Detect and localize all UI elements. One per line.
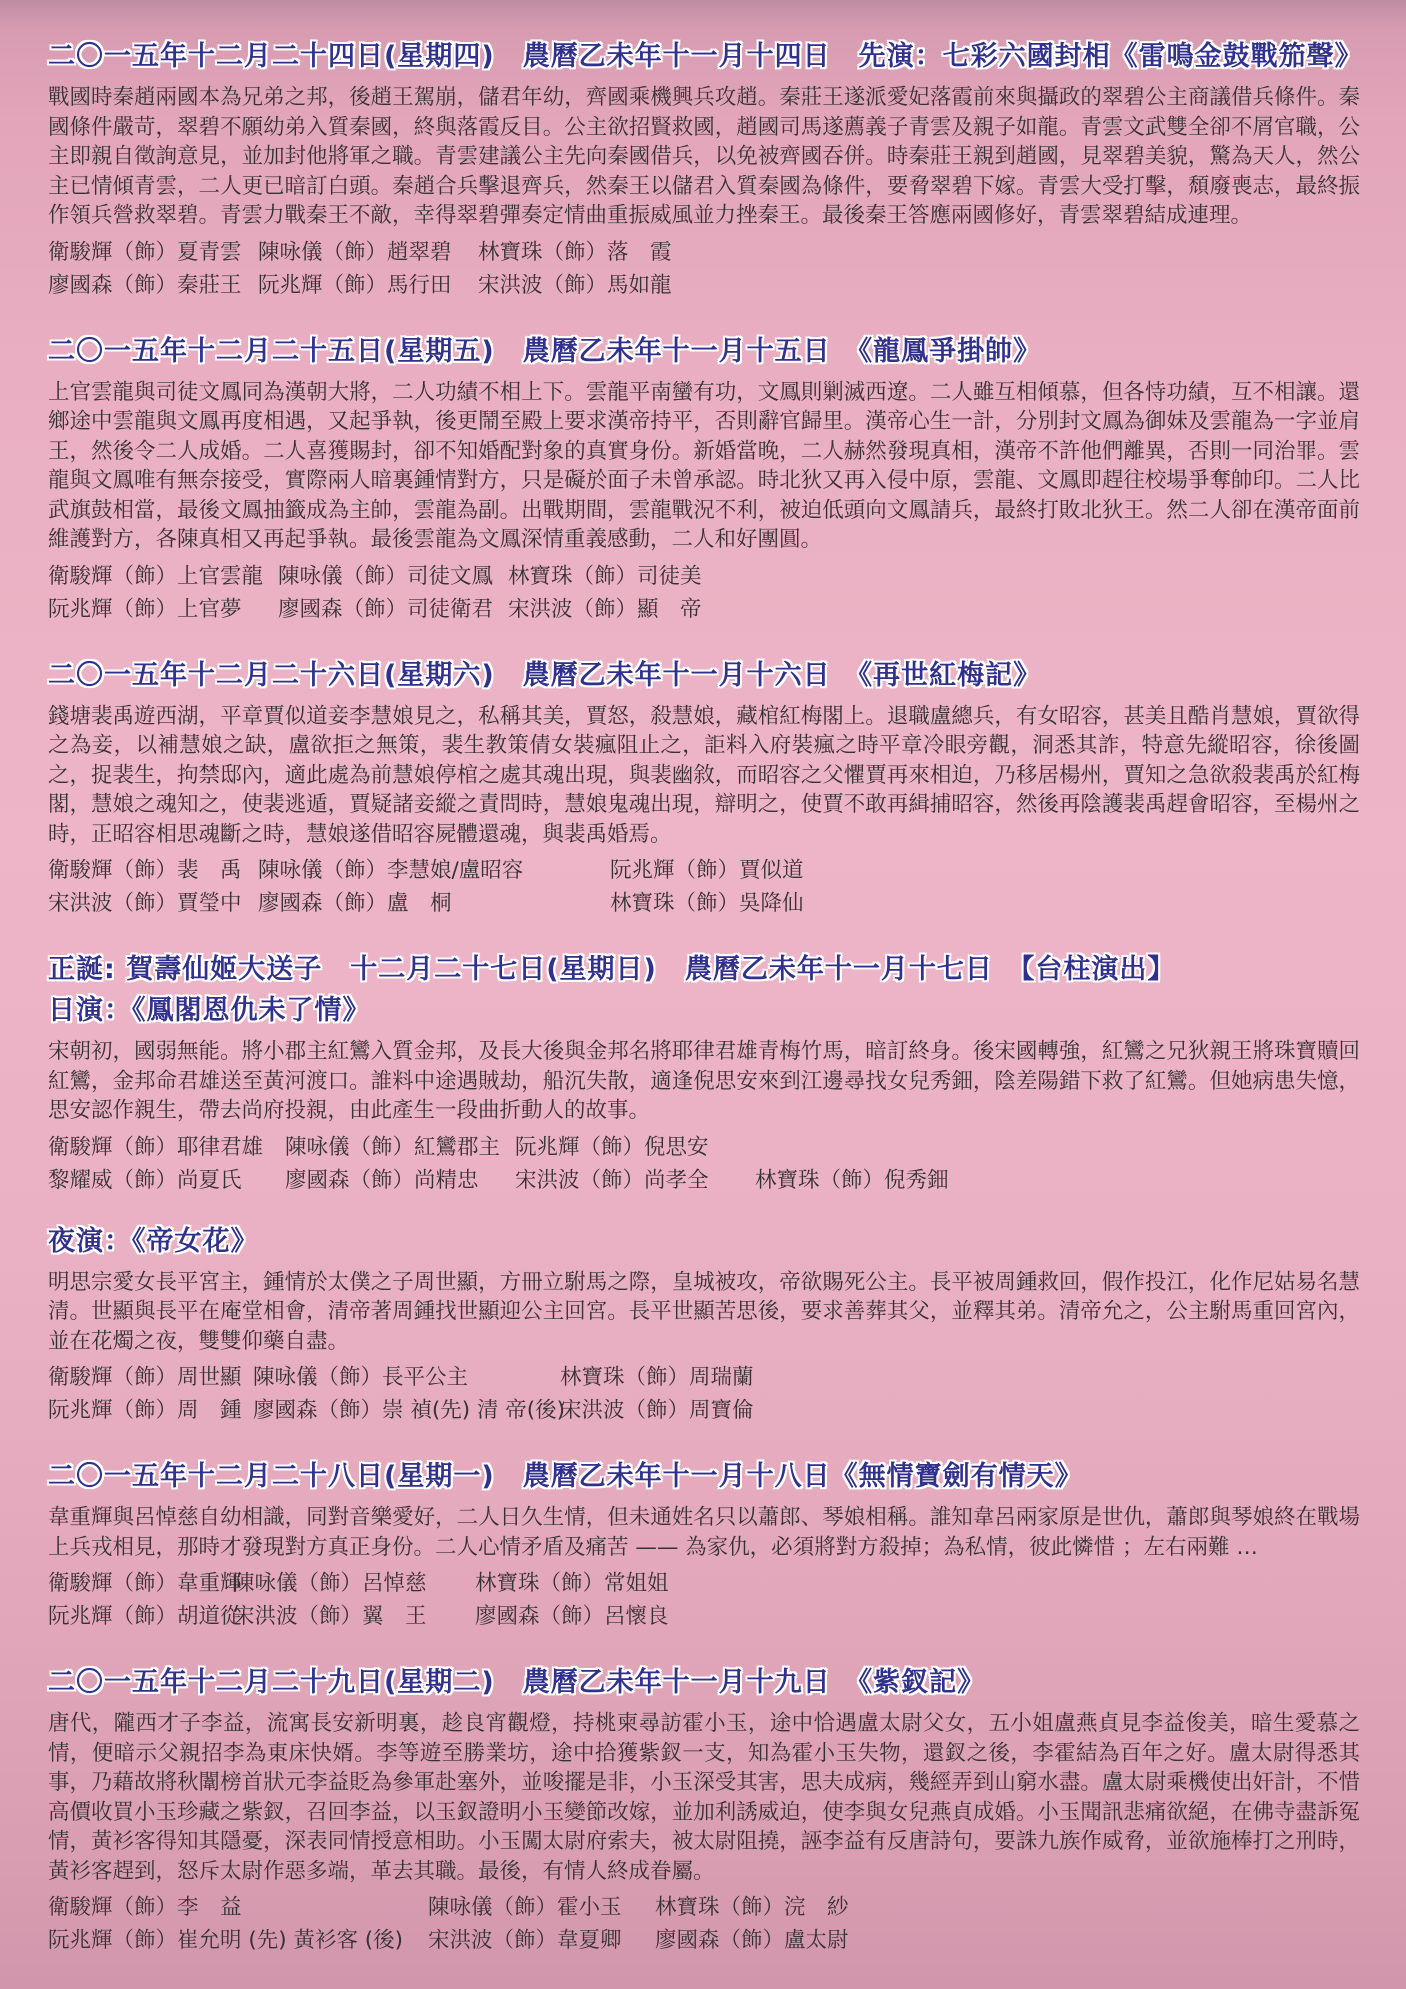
cast-entry: 林寶珠（飾）落 霞: [478, 239, 672, 265]
cast-entry: 林寶珠（飾）浣 紗: [655, 1895, 849, 1920]
cast-entry: 宋洪波（飾）翼 王: [233, 1604, 427, 1629]
cast-entry: 廖國森（飾）司徒衛君: [278, 596, 494, 622]
cast-row: [48, 1361, 1360, 1394]
section-2015-12-28: [48, 1460, 1360, 1633]
cast-row: [48, 1600, 1360, 1633]
cast-entry: 衛駿輝（飾）夏青雲: [48, 239, 242, 265]
show-synopsis: 宋朝初，國弱無能。將小郡主紅鸞入質金邦，及長大後與金邦名將耶律君雄青梅竹馬，暗訂終身。後宋國轉強，紅鸞之兄狄親王將珠寶贖回紅鸞，金邦命君雄送至黃河渡口。誰料中途遇賊劫，船沉失散，適逢倪思安來到江邊尋找女兒秀鈿，陰差陽錯下救了紅鸞。但她病患失憶，思安認作親生，帶去尚府投親，由此產生一段曲折動人的故事。: [48, 1039, 1360, 1123]
cast-entry: 宋洪波（飾）尚孝全: [515, 1167, 709, 1193]
section-2015-12-27-night: [48, 1225, 1360, 1428]
cast-entry: 廖國森（飾）呂懷良: [475, 1604, 669, 1629]
cast-entry: 陳咏儀（飾）李慧娘/盧昭容: [258, 858, 524, 883]
cast-entry: 廖國森（飾）秦莊王: [48, 272, 242, 298]
cast-row: [48, 236, 1360, 269]
show-date-header: 二〇一五年十二月二十六日(星期六) 農曆乙未年十一月十六日 《再世紅梅記》: [48, 659, 1042, 691]
section-2015-12-27-day: [48, 953, 1360, 1197]
section-2015-12-26: [48, 659, 1360, 921]
show-date-header: 二〇一五年十二月二十九日(星期二) 農曆乙未年十一月十九日 《紫釵記》: [48, 1667, 986, 1698]
cast-entry: 阮兆輝（飾）周 鍾: [48, 1398, 242, 1423]
cast-entry: 宋洪波（飾）韋夏卿: [428, 1928, 622, 1953]
cast-entry: 阮兆輝（飾）崔允明 (先) 黃衫客 (後): [48, 1928, 404, 1953]
cast-row: [48, 1924, 1360, 1957]
cast-entry: 阮兆輝（飾）胡道從: [48, 1604, 242, 1629]
cast-entry: 陳咏儀（飾）司徒文鳳: [278, 563, 494, 589]
show-date-header: 二〇一五年十二月二十八日(星期一) 農曆乙未年十一月十八日《無情寶劍有情天》: [48, 1461, 1083, 1492]
cast-entry: 林寶珠（飾）司徒美: [508, 563, 702, 589]
cast-entry: 宋洪波（飾）馬如龍: [478, 272, 672, 298]
show-date-header: 二〇一五年十二月二十四日(星期四) 農曆乙未年十一月十四日 先演：七彩六國封相《雷鳴金鼓戰笳聲》: [48, 41, 1363, 72]
cast-row: [48, 269, 1360, 302]
cast-entry: 阮兆輝（飾）上官夢: [48, 596, 242, 622]
cast-entry: 廖國森（飾）崇 禎(先) 清 帝(後): [253, 1398, 566, 1423]
show-synopsis: 上官雲龍與司徒文鳳同為漢朝大將，二人功績不相上下。雲龍平南蠻有功，文鳳則剿滅西遼。二人雖互相傾慕，但各恃功績，互不相讓。還鄉途中雲龍與文鳳再度相遇，又起爭執，後更鬧至殿上要求漢帝持平，否則辭官歸里。漢帝心生一計，分別封文鳳為御妹及雲龍為一字並肩王，然後令二人成婚。二人喜獲賜封，卻不知婚配對象的真實身份。新婚當晚，二人赫然發現真相，漢帝不許他們離異，否則一同治罪。雲龍與文鳳唯有無奈接受，實際兩人暗裏鍾情對方，只是礙於面子未曾承認。時北狄又再入侵中原，雲龍、文鳳即趕往校場爭奪帥印。二人比武旗鼓相當，最後文鳳抽籤成為主帥，雲龍為副。出戰期間，雲龍戰況不利，被迫低頭向文鳳請兵，最終打敗北狄王。然二人卻在漢帝面前維護對方，各陳真相又再起爭執。最後雲龍為文鳳深情重義感動，二人和好團圓。: [48, 379, 1360, 552]
cast-row: [48, 1164, 1360, 1197]
cast-entry: 黎耀威（飾）尚夏氏: [48, 1167, 242, 1193]
cast-entry: 阮兆輝（飾）賈似道: [610, 858, 804, 883]
cast-entry: 陳咏儀（飾）霍小玉: [428, 1895, 622, 1920]
show-title-subheader: 日演：《鳳閣恩仇未了情》: [48, 995, 371, 1026]
show-synopsis: 錢塘裴禹遊西湖，平章賈似道妾李慧娘見之，私稱其美，賈怒，殺慧娘，藏棺紅梅閣上。退職盧總兵，有女昭容，甚美且酷肖慧娘，賈欲得之為妾，以補慧娘之缺，盧欲拒之無策，裴生教策倩女裝瘋阻止之，詎料入府裝瘋之時平章冷眼旁觀，洞悉其詐，特意先縱昭容，徐後圖之，捉裴生，拘禁邸內，適此處為前慧娘停棺之處其魂出現，與裴幽敘，而昭容之父懼賈再來相迫，乃移居楊州，賈知之急欲殺裴禹於紅梅閣，慧娘之魂知之，使裴逃遁，賈疑諸妾縱之責問時，慧娘鬼魂出現，辯明之，使賈不敢再緝捕昭容，然後再陰護裴禹趕會昭容，至楊州之時，正昭容相思魂斷之時，慧娘遂借昭容屍體還魂，與裴禹婚焉。: [48, 703, 1360, 847]
section-2015-12-24: [48, 40, 1363, 302]
cast-entry: 衛駿輝（飾）周世顯: [48, 1365, 242, 1390]
cast-entry: 陳咏儀（飾）長平公主: [253, 1365, 469, 1390]
cast-entry: 衛駿輝（飾）裴 禹: [48, 858, 242, 883]
cast-entry: 阮兆輝（飾）馬行田: [258, 272, 452, 298]
cast-row: [48, 1891, 1360, 1924]
cast-entry: 廖國森（飾）尚精忠: [285, 1167, 479, 1193]
cast-row: [48, 854, 1360, 887]
cast-entry: 衛駿輝（飾）韋重輝: [48, 1571, 242, 1596]
cast-entry: 廖國森（飾）盧 桐: [258, 891, 452, 916]
cast-row: [48, 560, 1360, 593]
cast-entry: 林寶珠（飾）吳降仙: [610, 891, 804, 916]
show-title-header: 夜演：《帝女花》: [48, 1225, 259, 1257]
cast-entry: 林寶珠（飾）周瑞蘭: [560, 1365, 754, 1390]
cast-row: [48, 1131, 1360, 1164]
cast-row: [48, 1394, 1360, 1427]
cast-entry: 衛駿輝（飾）李 益: [48, 1895, 242, 1920]
cast-entry: 衛駿輝（飾）上官雲龍: [48, 563, 264, 589]
cast-entry: 陳咏儀（飾）呂悼慈: [233, 1571, 427, 1596]
cast-entry: 衛駿輝（飾）耶律君雄: [48, 1134, 264, 1160]
cast-entry: 林寶珠（飾）常姐姐: [475, 1571, 669, 1596]
show-synopsis: 戰國時秦趙兩國本為兄弟之邦，後趙王駕崩，儲君年幼，齊國乘機興兵攻趙。秦莊王遂派愛妃落霞前來與攝政的翠碧公主商議借兵條件。秦國條件嚴苛，翠碧不願幼弟入質秦國，終與落霞反目。公主欲招賢救國，趙國司馬遂薦義子青雲及親子如龍。青雲文武雙全卻不屑官職，公主即親自徵詢意見，並加封他將軍之職。青雲建議公主先向秦國借兵，以免被齊國吞併。時秦莊王親到趙國，見翠碧美貌，驚為天人，然公主已情傾青雲，二人更已暗訂白頭。秦趙合兵擊退齊兵，然秦王以儲君入質秦國為條件，要脅翠碧下嫁。青雲大受打擊，頹廢喪志，最終振作領兵營救翠碧。青雲力戰秦王不敵，幸得翠碧彈奏定情曲重振威風並力挫秦王。最後秦王答應兩國修好，青雲翠碧結成連理。: [48, 85, 1360, 228]
section-2015-12-25: [48, 335, 1360, 626]
cast-entry: 陳咏儀（飾）紅鸞郡主: [285, 1134, 501, 1160]
cast-entry: 廖國森（飾）盧太尉: [655, 1928, 849, 1953]
section-2015-12-29: [48, 1666, 1360, 1957]
cast-row: [48, 887, 1360, 920]
show-date-header: 二〇一五年十二月二十五日(星期五) 農曆乙未年十一月十五日 《龍鳳爭掛帥》: [48, 335, 1042, 367]
show-synopsis: 明思宗愛女長平宮主，鍾情於太僕之子周世顯，方冊立駙馬之際，皇城被攻，帝欲賜死公主。長平被周鍾救回，假作投江，化作尼姑易名慧清。世顯與長平在庵堂相會，清帝著周鍾找世顯迎公主回宮。長平世顯苦思後，要求善葬其父，並釋其弟。清帝允之，公主駙馬重回宮內，並在花燭之夜，雙雙仰藥自盡。: [48, 1269, 1360, 1354]
cast-row: [48, 593, 1360, 626]
cast-row: [48, 1567, 1360, 1600]
cast-entry: 宋洪波（飾）周寶倫: [560, 1398, 754, 1423]
cast-entry: 宋洪波（飾）賈瑩中: [48, 891, 242, 916]
cast-entry: 宋洪波（飾）顯 帝: [508, 596, 702, 622]
cast-entry: 陳咏儀（飾）趙翠碧: [258, 239, 452, 265]
cast-entry: 阮兆輝（飾）倪思安: [515, 1134, 709, 1160]
show-synopsis: 唐代，隴西才子李益，流寓長安新明裏，趁良宵觀燈，持桃柬尋訪霍小玉，途中恰遇盧太尉父女，五小姐盧燕貞見李益俊美，暗生愛慕之情，便暗示父親招李為東床快婿。李等遊至勝業坊，途中拾獲紫釵一支，知為霍小玉失物，還釵之後，李霍結為百年之好。盧太尉得悉其事，乃藉故將秋闈榜首狀元李益貶為參軍赴塞外，並唆擺是非，小玉深受其害，思夫成病，幾經弄到山窮水盡。盧太尉乘機使出奸計，不惜高價收買小玉珍藏之紫釵，召回李益，以玉釵證明小玉變節改嫁，並加利誘威迫，使李與女兒燕貞成婚。小玉聞訊悲痛欲絕，在佛寺盡訴冤情，黃衫客得知其隱憂，深表同情授意相助。小玉闖太尉府索夫，被太尉阻撓，誣李益有反唐詩句，要誅九族作威脅，並欲施棒打之刑時，黃衫客趕到，怒斥太尉作惡多端，革去其職。最後，有情人終成眷屬。: [48, 1711, 1360, 1884]
cast-entry: 林寶珠（飾）倪秀鈿: [755, 1167, 949, 1193]
show-date-header: 正誕: 賀壽仙姬大送子 十二月二十七日(星期日) 農曆乙未年十一月十七日 【台柱演出】: [48, 954, 1176, 985]
show-synopsis: 韋重輝與呂悼慈自幼相識，同對音樂愛好，二人日久生情，但未通姓名只以蕭郎、琴娘相稱。誰知韋呂兩家原是世仇，蕭郎與琴娘終在戰場上兵戎相見，那時才發現對方真正身份。二人心情矛盾及痛苦 —— 為家仇，必須將對方殺掉；為私情，彼此憐惜 ；左右兩難 …: [48, 1505, 1360, 1560]
